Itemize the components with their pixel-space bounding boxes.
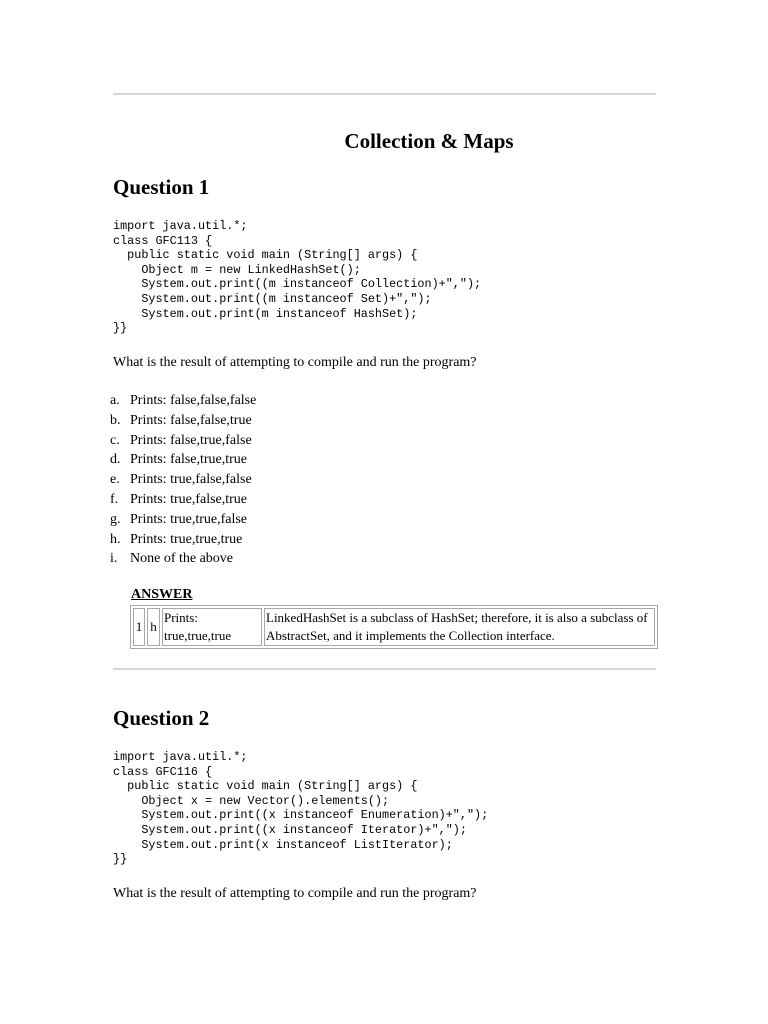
option-text: None of the above	[130, 551, 234, 567]
section-divider	[113, 668, 656, 670]
option-b	[110, 411, 256, 431]
answer-number: 1	[133, 608, 145, 646]
question-1-prompt: What is the result of attempting to compile and run the program?	[113, 355, 477, 370]
answer-explanation: LinkedHashSet is a subclass of HashSet; therefore, it is also a subclass of AbstractSet, and it implements the Collection interface.	[264, 608, 655, 646]
option-c	[110, 431, 256, 451]
question-1-options	[110, 391, 256, 569]
option-text: Prints: true,true,true	[130, 531, 243, 547]
option-letter: f.	[110, 491, 119, 507]
option-letter: c.	[110, 432, 120, 448]
option-f	[110, 490, 256, 510]
top-divider	[113, 93, 656, 95]
option-letter: a.	[110, 393, 120, 408]
option-text: Prints: true,false,true	[130, 491, 248, 507]
option-text: Prints: false,false,false	[130, 393, 257, 408]
question-2-code-block: import java.util.*; class GFC116 { public static void main (String[] args) { Object x = new Vector().elements(); System.out.print((x instanceof Enumeration)+","); System.out.print((x instanceof Iterator)+","); System.out.print(x instanceof ListIterator); }}	[113, 750, 489, 867]
option-h	[110, 530, 256, 550]
answer-letter: h	[147, 608, 160, 646]
option-a	[110, 391, 256, 411]
option-text: Prints: false,true,true	[130, 452, 248, 468]
option-letter: b.	[110, 412, 121, 428]
question-1-code-block: import java.util.*; class GFC113 { public static void main (String[] args) { Object m = new LinkedHashSet(); System.out.print((m instanceof Collection)+","); System.out.print((m instanceof Set)+","); System.out.print(m instanceof HashSet); }}	[113, 219, 482, 336]
answer-table	[130, 605, 658, 649]
option-g	[110, 510, 256, 530]
option-letter: i.	[110, 551, 118, 567]
question-2-prompt: What is the result of attempting to compile and run the program?	[113, 886, 477, 901]
option-text: Prints: true,false,false	[130, 472, 252, 488]
option-letter: h.	[110, 531, 121, 547]
option-text: Prints: true,true,false	[130, 511, 248, 527]
option-i	[110, 549, 256, 569]
answer-row	[133, 608, 655, 646]
question-2-heading: Question 2	[113, 706, 210, 730]
option-e	[110, 470, 256, 490]
option-text: Prints: false,true,false	[130, 432, 252, 448]
option-d	[110, 450, 256, 470]
answer-result: Prints: true,true,true	[162, 608, 262, 646]
option-text: Prints: false,false,true	[130, 412, 252, 428]
question-1-heading: Question 1	[113, 175, 210, 199]
option-letter: e.	[110, 472, 120, 488]
answer-label: ANSWER	[131, 587, 193, 602]
document-title: Collection & Maps	[344, 129, 514, 153]
option-letter: g.	[110, 511, 121, 527]
option-letter: d.	[110, 452, 121, 468]
